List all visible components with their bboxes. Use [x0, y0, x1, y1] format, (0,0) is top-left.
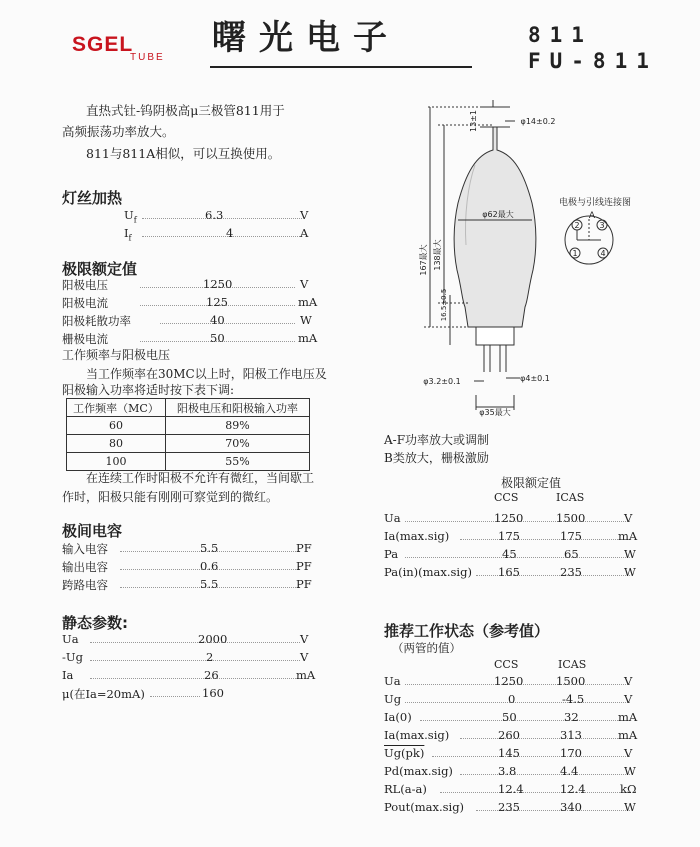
- pin-label-a: A: [588, 211, 596, 221]
- param-value: 125: [206, 295, 228, 309]
- dim-4-label: φ4±0.1: [520, 374, 550, 383]
- param-name: Ia(max.sig): [384, 728, 450, 742]
- param-name: $I_f$: [124, 226, 132, 243]
- spec-row: [0, 632, 380, 650]
- param-ccs: 165: [498, 565, 520, 579]
- param-name: Pa(in)(max.sig): [384, 565, 472, 579]
- param-name: Ua: [384, 674, 401, 688]
- frequency-table: [66, 398, 310, 471]
- param-value: 6.3: [205, 208, 224, 222]
- rec-col-icas: ICAS: [558, 658, 587, 671]
- param-icas: 1500: [556, 511, 586, 525]
- param-name: Ua: [62, 632, 79, 646]
- spec-row: [0, 746, 700, 764]
- spec-row: [0, 650, 380, 668]
- param-unit: V: [624, 511, 633, 525]
- spec-row: [0, 565, 700, 583]
- param-unit: W: [300, 313, 312, 327]
- param-ccs: 1250: [494, 674, 524, 688]
- dim-32-label: φ3.2±0.1: [423, 377, 461, 386]
- af-col-icas: ICAS: [556, 491, 585, 504]
- param-unit: V: [624, 674, 633, 688]
- param-name: Ia(max.sig): [384, 529, 450, 543]
- static-heading: 静态参数:: [62, 614, 128, 632]
- tube-dimension-diagram: [380, 95, 690, 425]
- tube-base: [476, 327, 514, 345]
- spec-row: [0, 547, 700, 565]
- param-ccs: 235: [498, 800, 520, 814]
- param-name: μ(在Ia=20mA): [62, 687, 145, 701]
- param-name: RL(a-a): [384, 782, 427, 796]
- connection-diagram-title: 电极与引线连接图: [558, 198, 632, 208]
- param-icas: 12.4: [560, 782, 586, 796]
- freq-note-line-1: 当工作频率在30MC以上时，阳极工作电压及: [86, 367, 327, 381]
- param-unit: mA: [618, 710, 638, 724]
- recommended-table: [0, 674, 700, 818]
- param-unit: V: [300, 208, 309, 222]
- table-cell: 89%: [166, 417, 310, 435]
- dim-62-label: φ62最大: [482, 210, 514, 219]
- param-icas: 313: [560, 728, 582, 742]
- param-unit: W: [624, 547, 636, 561]
- param-ccs: 145: [498, 746, 520, 760]
- param-name: -Ug: [62, 650, 83, 664]
- param-ccs: 260: [498, 728, 520, 742]
- spec-row: [0, 764, 700, 782]
- param-unit: W: [624, 565, 636, 579]
- param-unit: V: [300, 650, 309, 664]
- spec-row: [0, 728, 700, 746]
- param-name: $U_f$: [124, 208, 137, 225]
- param-icas: 170: [560, 746, 582, 760]
- param-value: 2: [206, 650, 214, 664]
- param-value: 0.6: [200, 559, 219, 573]
- param-unit: PF: [296, 559, 312, 573]
- table-cell: 55%: [166, 453, 310, 471]
- warning-line-2: 作时，阳极只能有刚刚可察觉到的微红。: [62, 490, 279, 504]
- filament-table: [0, 208, 380, 244]
- table-cell: 100: [67, 453, 166, 471]
- table-header-cell: 阳极电压和阳极输入功率: [166, 399, 310, 417]
- dim-13-label: 13±1: [469, 110, 478, 132]
- param-name: 跨路电容: [62, 578, 108, 592]
- param-name: Pd(max.sig): [384, 764, 453, 778]
- filament-heading: 灯丝加热: [62, 189, 123, 207]
- spec-row: [0, 313, 380, 331]
- spec-row: [0, 331, 380, 349]
- param-name: Ia: [62, 668, 74, 682]
- param-name: 阳极电压: [62, 278, 108, 292]
- table-row: [67, 435, 310, 453]
- param-unit: W: [624, 800, 636, 814]
- param-icas: 1500: [556, 674, 586, 688]
- param-unit: V: [624, 746, 633, 760]
- param-unit: mA: [298, 295, 318, 309]
- param-value: 40: [210, 313, 225, 327]
- param-value: 26: [204, 668, 219, 682]
- spec-row: [0, 692, 700, 710]
- param-unit: PF: [296, 577, 312, 591]
- intro-line-2: 高频振荡功率放大。: [62, 124, 175, 139]
- param-ccs: 45: [502, 547, 517, 561]
- spec-row: [0, 277, 380, 295]
- intro-line-1: 直热式钍-钨阴极高μ三极管811用于: [86, 103, 285, 118]
- limits-table: [0, 277, 380, 349]
- param-unit: mA: [298, 331, 318, 345]
- param-icas: 32: [564, 710, 579, 724]
- pin-label-2: 2: [574, 221, 580, 230]
- param-name: Ua: [384, 511, 401, 525]
- pin-label-4: 4: [600, 249, 606, 258]
- param-name: 输入电容: [62, 542, 108, 556]
- tube-envelope: [454, 127, 536, 327]
- freq-note-line-2: 阳极输入功率将适时按下表下调:: [62, 383, 235, 397]
- pin-label-1: 1: [572, 249, 578, 258]
- param-ccs: 1250: [494, 511, 524, 525]
- param-ccs: 12.4: [498, 782, 524, 796]
- param-value: 1250: [203, 277, 233, 291]
- brand-logo: [72, 34, 172, 63]
- af-line-1: A-F功率放大或调制: [384, 433, 490, 447]
- af-col-ccs: CCS: [494, 491, 519, 504]
- brand-sub-text: TUBE: [130, 52, 165, 63]
- param-icas: 65: [564, 547, 579, 561]
- page-title: 曙光电子: [212, 18, 400, 58]
- param-ccs: 3.8: [498, 764, 517, 778]
- title-underline: [210, 66, 472, 68]
- warning-line-1: 在连续工作时阳极不允许有微红，当间歇工: [86, 471, 315, 485]
- param-value: 2000: [198, 632, 228, 646]
- param-name: Pa: [384, 547, 399, 561]
- param-ccs: 175: [498, 529, 520, 543]
- param-icas: 4.4: [560, 764, 579, 778]
- param-unit: V: [300, 632, 309, 646]
- param-unit: V: [300, 277, 309, 291]
- param-unit: mA: [618, 728, 638, 742]
- spec-row: [0, 800, 700, 818]
- spec-row: [0, 295, 380, 313]
- param-icas: 175: [560, 529, 582, 543]
- model-number: 811: [528, 23, 593, 47]
- dim-167-label: 167最大: [419, 244, 428, 276]
- param-name: Ug: [384, 692, 402, 706]
- af-table: [0, 511, 700, 583]
- dim-14-label: φ14±0.2: [520, 117, 556, 126]
- param-ccs: 0: [508, 692, 516, 706]
- param-icas: 235: [560, 565, 582, 579]
- param-value: 160: [202, 686, 224, 700]
- param-unit: kΩ: [620, 782, 637, 796]
- intro-line-3: 811与811A相似，可以互换使用。: [86, 146, 281, 161]
- capacitance-heading: 极间电容: [62, 522, 123, 540]
- limits-heading: 极限额定值: [62, 260, 138, 278]
- recommended-heading: 推荐工作状态（参考值）: [384, 622, 550, 640]
- model-number-alt: FU-811: [528, 49, 658, 73]
- pin-label-3: 3: [599, 221, 605, 230]
- param-name: 阳极耗散功率: [62, 314, 131, 328]
- table-row: [67, 417, 310, 435]
- dim-138-label: 138最大: [433, 239, 442, 271]
- dim-35-label: φ35最大: [479, 408, 511, 417]
- spec-row: [0, 782, 700, 800]
- table-cell: 60: [67, 417, 166, 435]
- af-line-2: B类放大，栅极激励: [384, 451, 489, 465]
- param-name: Ug(pk): [384, 746, 425, 760]
- spec-row: [0, 674, 700, 692]
- param-unit: V: [624, 692, 633, 706]
- table-cell: 70%: [166, 435, 310, 453]
- param-value: 5.5: [200, 541, 219, 555]
- brand-main-text: SGEL: [72, 33, 134, 56]
- param-name: 输出电容: [62, 560, 108, 574]
- table-header-cell: 工作频率（MC）: [67, 399, 166, 417]
- param-value: 50: [210, 331, 225, 345]
- rec-col-ccs: CCS: [494, 658, 519, 671]
- param-value: 5.5: [200, 577, 219, 591]
- freq-note-title: 工作频率与阳极电压: [62, 348, 171, 362]
- spec-row: [0, 208, 380, 226]
- param-name: Ia(0): [384, 710, 412, 724]
- af-limits-title: 极限额定值: [501, 476, 562, 490]
- spec-row: [0, 529, 700, 547]
- spec-row: [0, 511, 700, 529]
- spec-row: [0, 226, 380, 244]
- dim-16-label: 16.5±0.5: [440, 288, 448, 322]
- table-cell: 80: [67, 435, 166, 453]
- param-name: Pout(max.sig): [384, 800, 465, 814]
- spec-row: [0, 710, 700, 728]
- param-icas: 340: [560, 800, 582, 814]
- param-ccs: 50: [502, 710, 517, 724]
- param-unit: mA: [296, 668, 316, 682]
- param-icas: -4.5: [562, 692, 585, 706]
- param-unit: mA: [618, 529, 638, 543]
- param-unit: A: [300, 226, 309, 240]
- param-name: 栅极电流: [62, 332, 108, 346]
- param-value: 4: [226, 226, 234, 240]
- param-name: 阳极电流: [62, 296, 108, 310]
- recommended-subtitle: （两管的值）: [392, 641, 461, 655]
- param-unit: PF: [296, 541, 312, 555]
- param-unit: W: [624, 764, 636, 778]
- table-header-row: [67, 399, 310, 417]
